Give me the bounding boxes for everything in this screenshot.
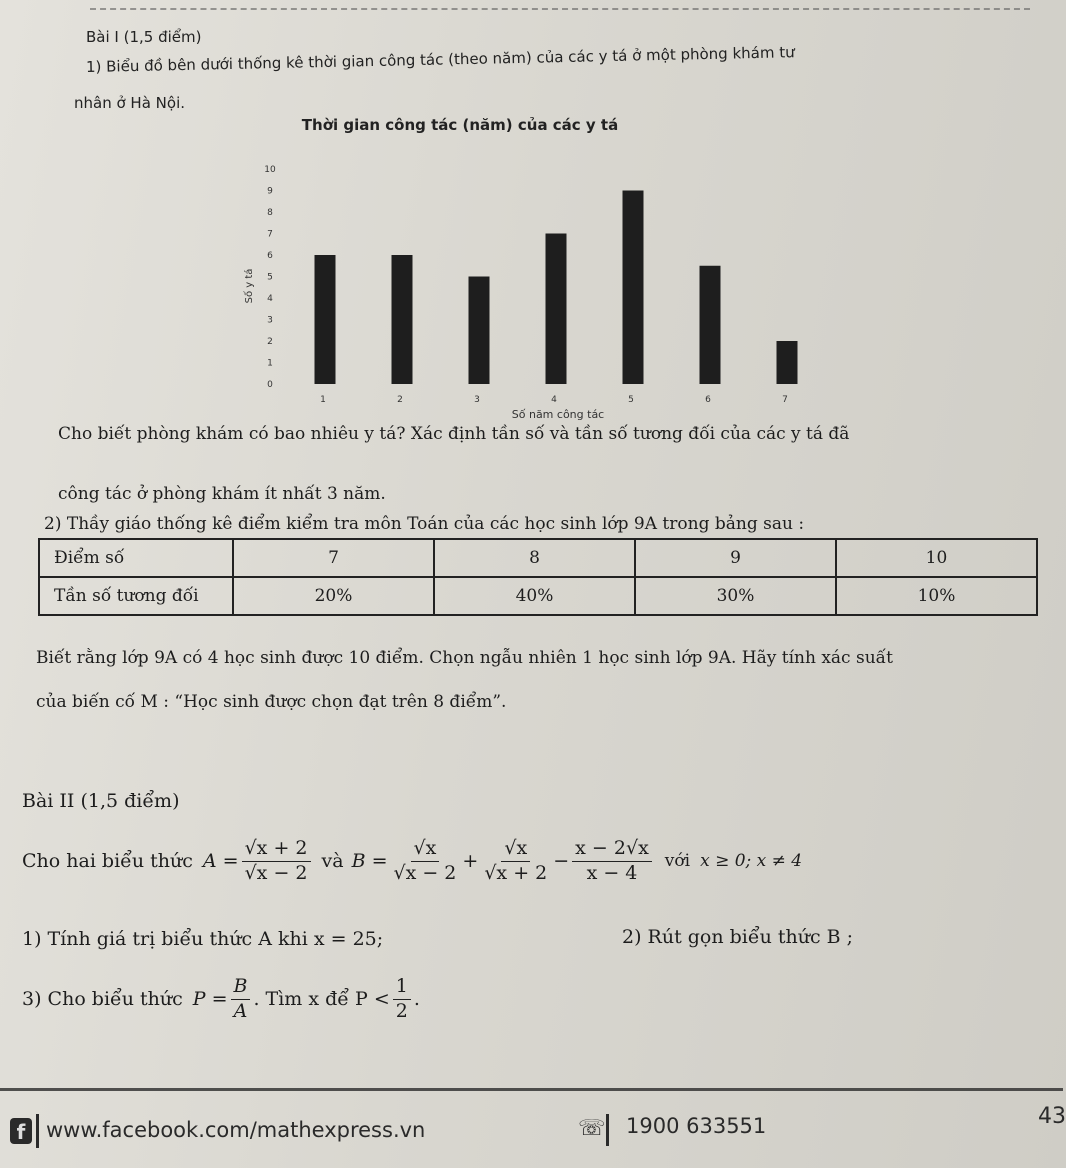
chart-x-label: Số năm công tác: [511, 408, 605, 421]
expr-b-label: B =: [351, 850, 388, 873]
bai2-q1: 1) Tính giá trị biểu thức A khi x = 25;: [22, 928, 384, 950]
bai1-q1-ask-line2: công tác ở phòng khám ít nhất 3 năm.: [58, 484, 386, 504]
x-tick-label: 6: [705, 395, 711, 405]
word-and: và: [321, 850, 344, 873]
bai1-q1-line2: nhân ở Hà Nội.: [74, 94, 185, 112]
bar-chart: [230, 108, 830, 428]
x-tick-label: 3: [474, 395, 480, 405]
expr-b-term2-num: √x: [501, 838, 530, 862]
expr-b-term2-den: √x + 2: [484, 861, 548, 884]
top-dashed-line: [90, 8, 1030, 10]
expr-b-term2: [481, 838, 550, 885]
expr-b-term3-den: x − 4: [586, 861, 638, 884]
table-cell: 20%: [233, 577, 434, 615]
y-tick-label: 10: [264, 165, 276, 175]
expr-b-term1: [390, 838, 459, 885]
bai1-q1-line1: 1) Biểu đồ bên dưới thống kê thời gian công tác (theo năm) của các y tá ở một phòng khám tư: [85, 43, 795, 76]
plus-sign: +: [462, 850, 479, 873]
table-cell: 8: [434, 539, 635, 577]
expr-b-term3-num: x − 2√x: [572, 838, 652, 862]
y-tick-label: 8: [267, 208, 273, 218]
bar-5: [623, 191, 644, 385]
table-row: [39, 577, 1037, 615]
table-cell: 40%: [434, 577, 635, 615]
table-cell: 7: [233, 539, 434, 577]
y-tick-label: 4: [267, 294, 273, 304]
minus-sign: −: [553, 850, 570, 873]
bai1-q2-intro: 2) Thầy giáo thống kê điểm kiểm tra môn Toán của các học sinh lớp 9A trong bảng sau :: [44, 514, 805, 534]
facebook-icon: f: [10, 1118, 32, 1144]
y-tick-label: 3: [267, 315, 273, 326]
x-tick-label: 7: [782, 395, 788, 405]
word-with: với: [664, 851, 691, 872]
bai2-q3-line: 3) Cho biểu thức P = $\frac{B}{A}$ . Tìm x để P < $\frac{1}{2}$ .: [22, 975, 420, 1022]
phone-icon: ☏: [578, 1116, 606, 1141]
x-tick-label: 5: [628, 395, 634, 405]
expr-a-denominator: √x − 2: [244, 861, 308, 884]
y-tick-label: 0: [267, 380, 273, 390]
bar-4: [546, 234, 567, 385]
chart-y-label: Số y tá: [244, 268, 255, 304]
table-cell: 30%: [635, 577, 836, 615]
bai1-q2-ask-line1: Biết rằng lớp 9A có 4 học sinh được 10 điểm. Chọn ngẫu nhiên 1 học sinh lớp 9A. Hãy tính xác suất: [36, 648, 893, 668]
footer-separator: [606, 1114, 609, 1146]
condition: x ≥ 0; x ≠ 4: [700, 851, 803, 872]
y-tick-label: 2: [267, 337, 273, 347]
bai1-q1-ask-line1: Cho biết phòng khám có bao nhiêu y tá? Xác định tần số và tần số tương đối của các y tá đã: [58, 424, 850, 444]
expr-b-term1-den: √x − 2: [393, 861, 457, 884]
expr-p-label: P =: [192, 988, 228, 1011]
expr-a-label: A =: [202, 850, 239, 873]
bai1-q2-ask-line2: của biến cố M : “Học sinh được chọn đạt trên 8 điểm”.: [36, 692, 507, 712]
x-tick-label: 2: [397, 395, 403, 405]
expr-a-numerator: √x + 2: [242, 838, 311, 862]
x-tick-label: 4: [551, 395, 557, 405]
expr-a-fraction: [242, 838, 311, 885]
chart-title: Thời gian công tác (năm) của các y tá: [301, 116, 619, 134]
expr-b-term3: [572, 838, 652, 885]
half-fraction: [393, 976, 411, 1023]
table-cell: 10: [836, 539, 1037, 577]
bai2-intro: Cho hai biểu thức: [22, 850, 193, 873]
bar-1: [315, 255, 336, 384]
footer: [0, 1088, 1066, 1168]
bar-3: [469, 277, 490, 385]
y-tick-label: 5: [267, 272, 273, 283]
table-cell: Điểm số: [39, 539, 233, 577]
bai1-heading: Bài I (1,5 điểm): [86, 28, 202, 46]
facebook-link[interactable]: www.facebook.com/mathexpress.vn: [46, 1118, 426, 1142]
expr-b-term1-num: √x: [411, 838, 440, 862]
bar-6: [700, 266, 721, 384]
y-tick-label: 7: [267, 229, 273, 240]
page-number: 43: [1038, 1104, 1066, 1129]
expr-p-num: B: [231, 976, 251, 1000]
table-cell: 10%: [836, 577, 1037, 615]
expr-p-fraction: [231, 976, 251, 1023]
y-tick-label: 6: [267, 251, 273, 261]
footer-rule: [0, 1088, 1063, 1091]
half-den: 2: [395, 999, 408, 1022]
expressions-line: [22, 838, 802, 885]
table-row: [39, 539, 1037, 577]
y-tick-label: 1: [267, 358, 273, 369]
footer-separator: [36, 1114, 39, 1148]
x-tick-label: 1: [320, 395, 326, 405]
score-table: [38, 538, 1038, 616]
half-num: 1: [393, 976, 411, 1000]
table-cell: 9: [635, 539, 836, 577]
table-cell: Tần số tương đối: [39, 577, 233, 615]
y-tick-label: 9: [267, 186, 273, 197]
expr-p-den: A: [233, 999, 248, 1022]
bar-2: [392, 255, 413, 384]
bai2-heading: Bài II (1,5 điểm): [22, 790, 180, 812]
bai2-q2: 2) Rút gọn biểu thức B ;: [622, 926, 854, 948]
bai2-q3-prefix: 3) Cho biểu thức: [22, 988, 183, 1011]
bai2-q3-mid: . Tìm x để P <: [253, 988, 390, 1011]
bar-7: [777, 341, 798, 384]
phone-number: 1900 633551: [626, 1114, 767, 1138]
